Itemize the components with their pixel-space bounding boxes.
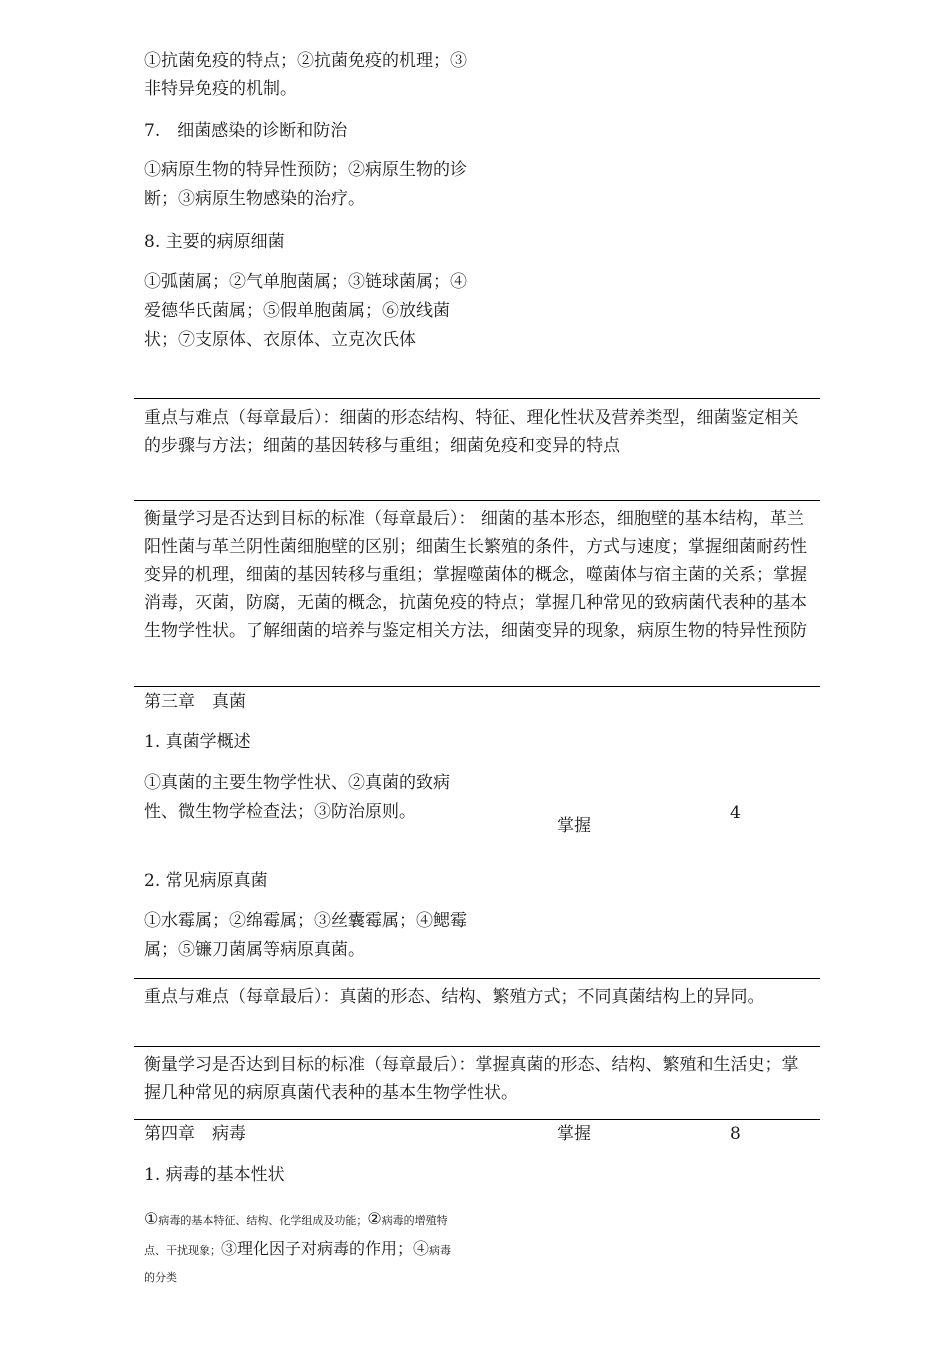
detail-text: 病毒的增殖特 bbox=[381, 1214, 448, 1227]
chapter4-item1-detail-line1 bbox=[144, 1205, 448, 1235]
chapter3-item2-title: 2. 常见病原真菌 bbox=[144, 871, 268, 891]
table-rule bbox=[134, 398, 820, 399]
bacteria-keypoints: 重点与难点（每章最后）：细菌的形态结构、特征、理化性状及营养类型，细菌鉴定相关的步骤与方法；细菌的基因转移与重组；细菌免疫和变异的特点 bbox=[144, 408, 799, 456]
item6-detail-line1: ①抗菌免疫的特点；②抗菌免疫的机理；③ bbox=[144, 51, 467, 71]
circled-number: ① bbox=[144, 1209, 159, 1228]
chapter3-requirement: 掌握 bbox=[557, 816, 591, 836]
item6-detail-line2: 非特异免疫的机制。 bbox=[144, 79, 297, 99]
chapter4-requirement: 掌握 bbox=[557, 1124, 591, 1144]
chapter3-standard: 衡量学习是否达到目标的标准（每章最后）：掌握真菌的形态、结构、繁殖和生活史；掌握几种常见的病原真菌代表种的基本生物学性状。 bbox=[144, 1055, 799, 1103]
chapter4-item1-title: 1. 病毒的基本性状 bbox=[144, 1165, 285, 1185]
chapter3-item1-detail-line1: ①真菌的主要生物学性状、②真菌的致病 bbox=[144, 773, 450, 793]
detail-text: 病毒的基本特征、结构、化学组成及功能； bbox=[158, 1214, 368, 1227]
chapter4-title: 第四章 病毒 bbox=[144, 1124, 246, 1144]
chapter3-item2-detail-line1: ①水霉属；②绵霉属；③丝囊霉属；④鳃霉 bbox=[144, 911, 467, 931]
detail-text: 点、干扰现象； bbox=[144, 1244, 221, 1257]
item7-title: 7. 细菌感染的诊断和防治 bbox=[144, 121, 348, 141]
chapter4-hours: 8 bbox=[730, 1124, 741, 1144]
item7-detail-line2: 断；③病原生物感染的治疗。 bbox=[144, 189, 365, 209]
bacteria-standard: 衡量学习是否达到目标的标准（每章最后）： 细菌的基本形态，细胞壁的基本结构，革兰阳性菌与革兰阴性菌细胞壁的区别；细菌生长繁殖的条件，方式与速度；掌握细菌耐药性变异的机理，细菌的基因转移与重组；掌握噬菌体的概念，噬菌体与宿主菌的关系；掌握消毒，灭菌，防腐，无菌的概念，抗菌免疫的特点；掌握几种常见的致病菌代表种的基本生物学性状。了解细菌的培养与鉴定相关方法，细菌变异的现象，病原生物的特异性预防 bbox=[144, 509, 807, 641]
chapter3-hours: 4 bbox=[730, 803, 741, 823]
chapter3-item1-detail-line2: 性、微生物学检查法；③防治原则。 bbox=[144, 802, 416, 822]
table-rule bbox=[134, 686, 820, 687]
item8-detail-line2: 爱德华氏菌属；⑤假单胞菌属；⑥放线菌 bbox=[144, 301, 450, 321]
detail-text: 病毒 bbox=[429, 1244, 452, 1257]
table-rule bbox=[134, 500, 820, 501]
chapter3-item1-title: 1. 真菌学概述 bbox=[144, 732, 251, 752]
item7-detail-line1: ①病原生物的特异性预防；②病原生物的诊 bbox=[144, 160, 467, 180]
item8-title: 8. 主要的病原细菌 bbox=[144, 232, 285, 252]
table-rule bbox=[134, 1046, 820, 1047]
chapter3-item2-detail-line2: 属；⑤镰刀菌属等病原真菌。 bbox=[144, 940, 365, 960]
table-rule bbox=[134, 1119, 820, 1120]
chapter4-item1-detail-line3: 的分类 bbox=[144, 1271, 177, 1284]
chapter4-item1-detail-line2 bbox=[144, 1235, 451, 1265]
chapter3-keypoints: 重点与难点（每章最后）：真菌的形态、结构、繁殖方式；不同真菌结构上的异同。 bbox=[144, 987, 765, 1007]
item8-detail-line3: 状；⑦支原体、衣原体、立克次氏体 bbox=[144, 330, 416, 350]
detail-text: ③理化因子对病毒的作用；④ bbox=[221, 1239, 430, 1258]
circled-number: ② bbox=[367, 1209, 382, 1228]
table-rule bbox=[134, 978, 820, 979]
item8-detail-line1: ①弧菌属；②气单胞菌属；③链球菌属；④ bbox=[144, 272, 467, 292]
chapter3-title: 第三章 真菌 bbox=[144, 692, 246, 712]
